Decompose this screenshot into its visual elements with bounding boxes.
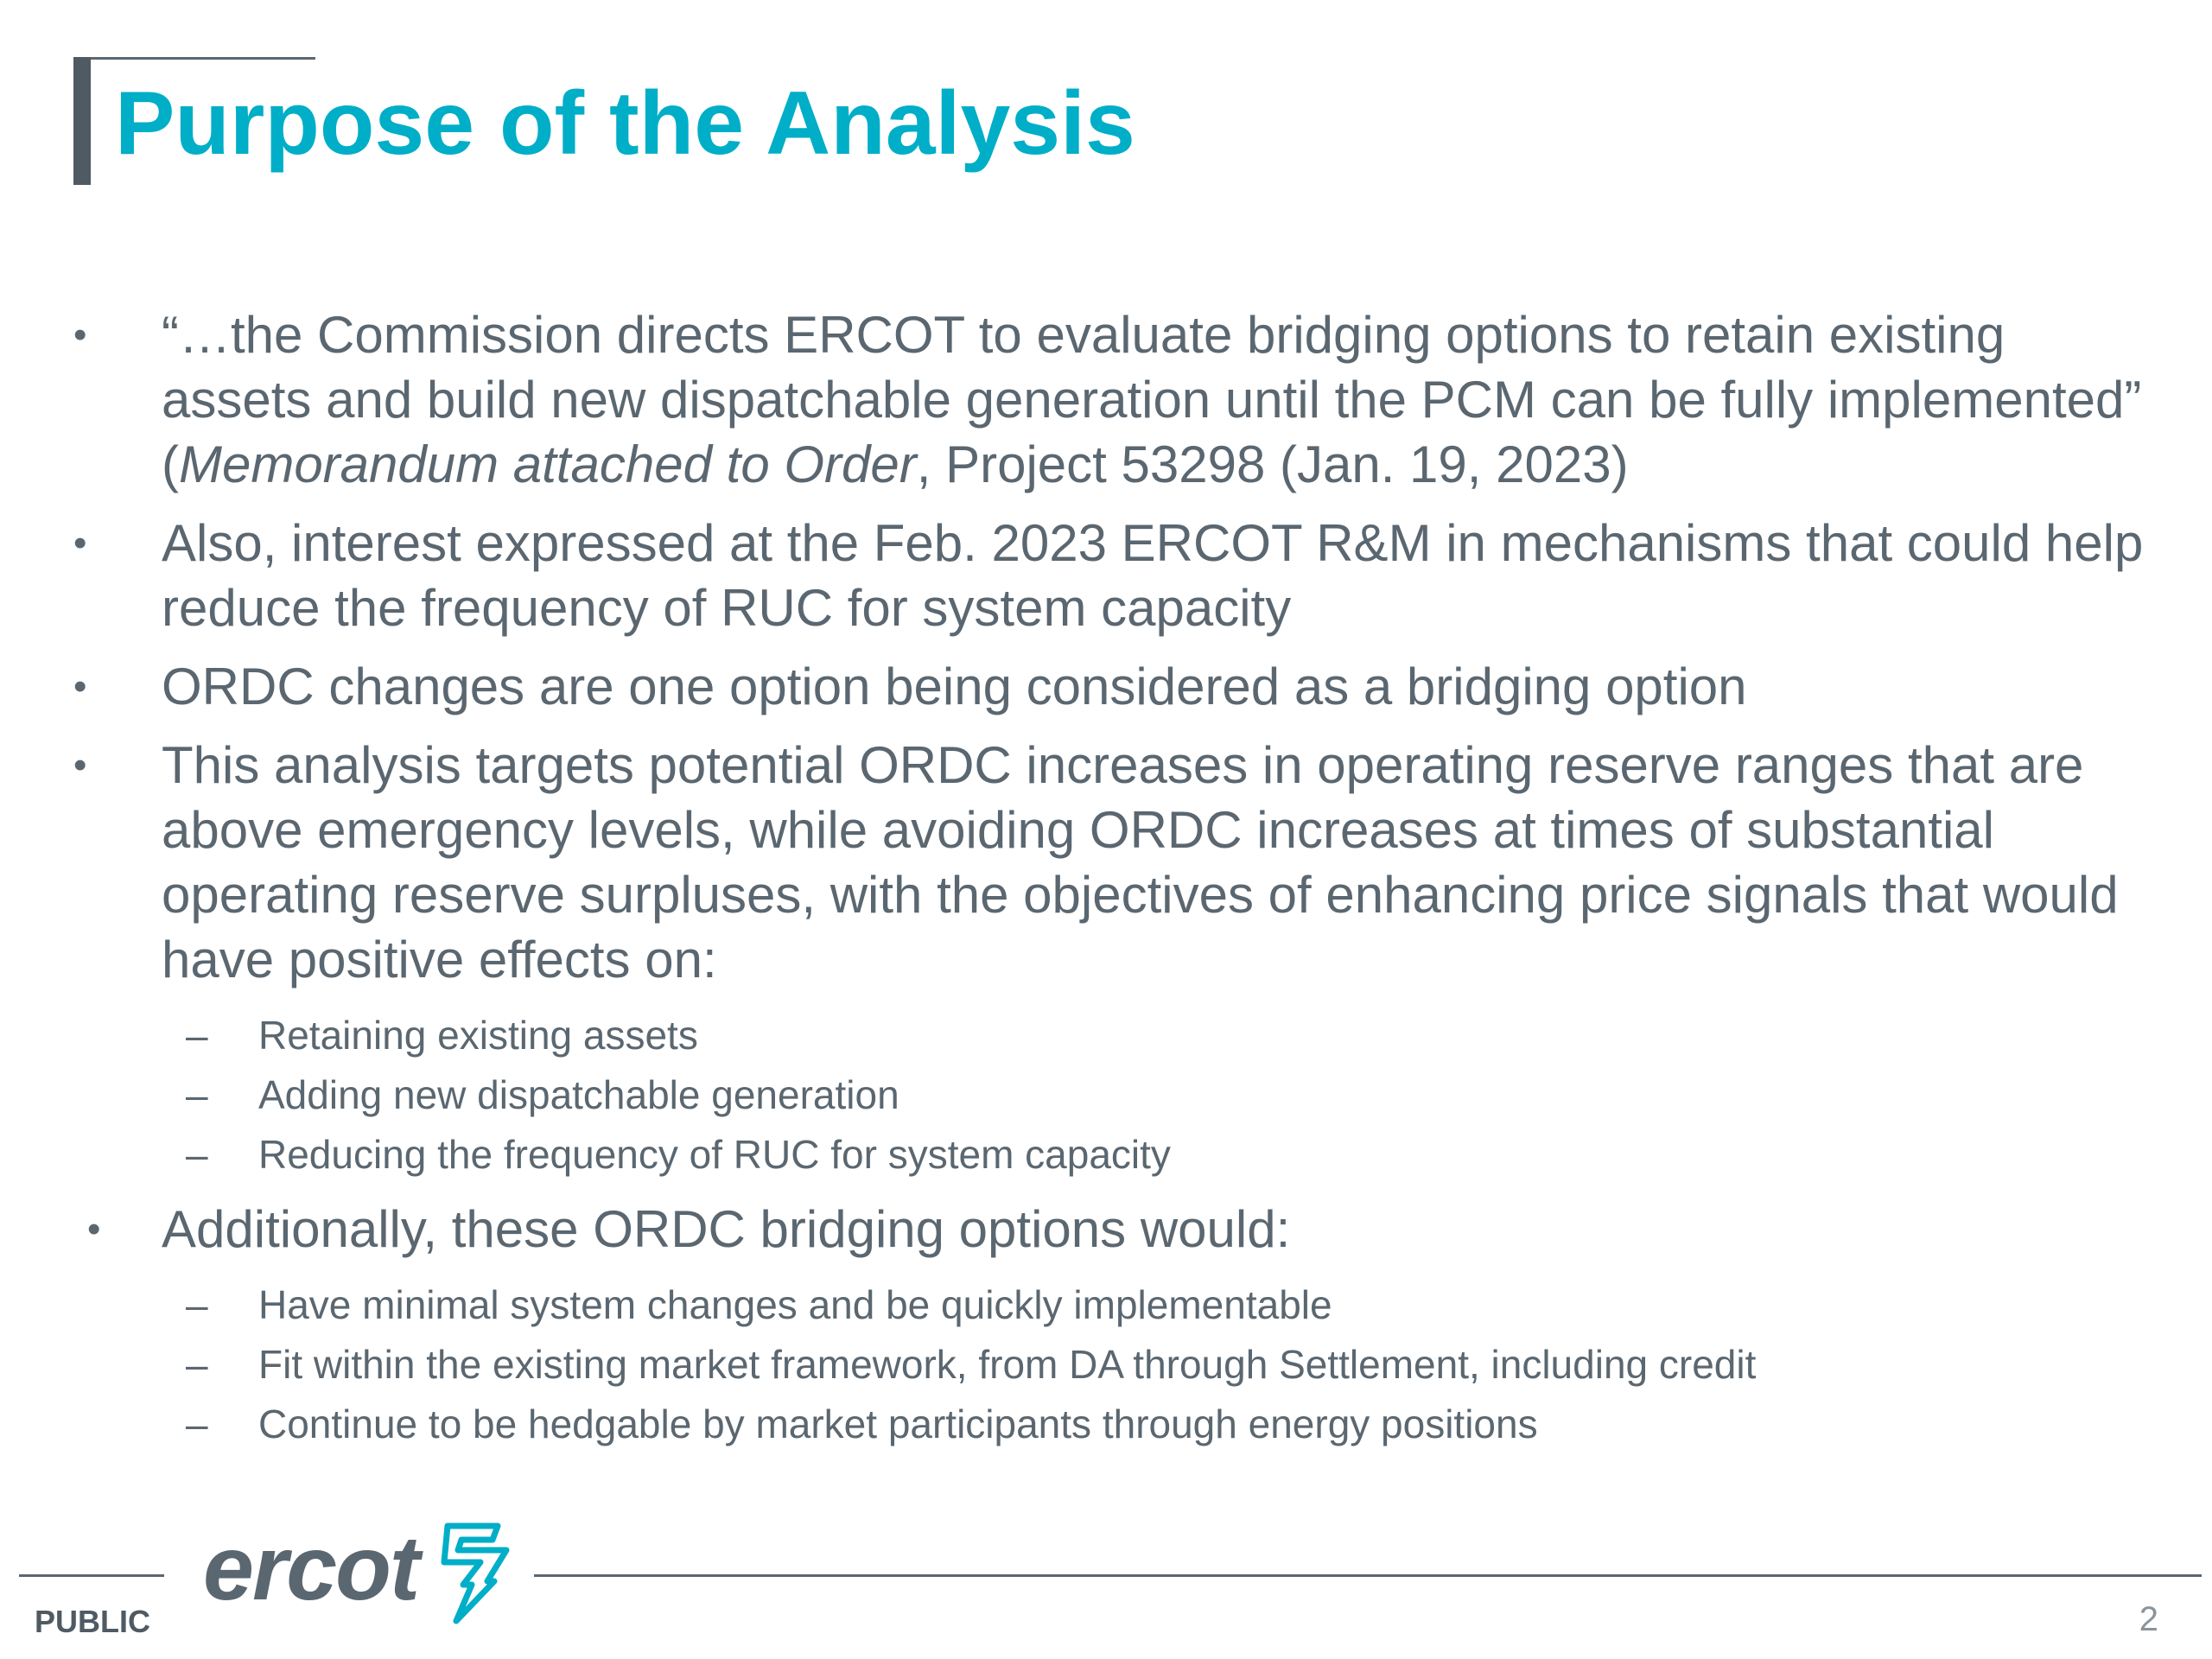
ercot-logo: [203, 1517, 518, 1624]
bullet-marker: •: [73, 665, 87, 708]
dash-marker: –: [186, 1072, 208, 1117]
sub-item: [73, 1006, 2147, 1065]
sub-list-properties: [73, 1275, 2147, 1454]
bullet-text-suffix: , Project 53298 (Jan. 19, 2023): [916, 435, 1629, 493]
bullet-text-italic: Memorandum attached to Order: [178, 435, 917, 493]
sub-item: [73, 1065, 2147, 1125]
dash-marker: –: [186, 1132, 208, 1177]
logo-wordmark: ercot: [203, 1517, 419, 1619]
lightning-bolt-icon: [423, 1521, 518, 1624]
footer-rule-left: [19, 1574, 164, 1577]
bullet-item-1: [73, 302, 2147, 497]
bullet-text-prefix: “…the Commission directs ERCOT to evaluate bridging options to retain existing assets and build new dispatchable generation until the PCM can be fully implemented” (: [162, 306, 2142, 493]
bullet-text: This analysis targets potential ORDC increases in operating reserve ranges that are above emergency levels, while avoiding ORDC increases at times of substantial operating reserve surpluses, with the objectives of enhancing price signals that would have positive effects on:: [162, 736, 2119, 988]
title-accent-bar: [73, 57, 91, 185]
bullet-marker: •: [73, 522, 87, 564]
bullet-text: Also, interest expressed at the Feb. 2023 ERCOT R&M in mechanisms that could help reduce the frequency of RUC for system capacity: [162, 514, 2144, 637]
sub-list-objectives: [73, 1006, 2147, 1185]
sub-item-text: Continue to be hedgable by market participants through energy positions: [258, 1402, 1538, 1446]
sub-item-text: Retaining existing assets: [258, 1013, 698, 1058]
sub-item: [73, 1335, 2147, 1395]
bullet-item-4: [73, 733, 2147, 992]
sub-item-text: Have minimal system changes and be quickly implementable: [258, 1282, 1332, 1327]
page-title: Purpose of the Analysis: [115, 73, 1135, 174]
bullet-marker: •: [73, 314, 87, 356]
sub-item-text: Reducing the frequency of RUC for system capacity: [258, 1132, 1171, 1177]
bullet-text: ORDC changes are one option being considered as a bridging option: [162, 658, 1747, 715]
slide-content: [73, 302, 2147, 1466]
bullet-text: Additionally, these ORDC bridging options would:: [162, 1200, 1291, 1258]
dash-marker: –: [186, 1342, 208, 1387]
dash-marker: –: [186, 1402, 208, 1446]
classification-label: PUBLIC: [35, 1604, 150, 1639]
sub-item-text: Adding new dispatchable generation: [258, 1072, 899, 1117]
page-number: 2: [2139, 1600, 2158, 1638]
bullet-item-2: [73, 511, 2147, 640]
bullet-item-5: [73, 1197, 2147, 1262]
bullet-marker: •: [87, 1208, 101, 1250]
sub-item: [73, 1395, 2147, 1454]
bullet-item-3: [73, 654, 2147, 719]
sub-item: [73, 1275, 2147, 1335]
sub-item: [73, 1125, 2147, 1185]
footer-rule-right: [534, 1574, 2202, 1577]
sub-item-text: Fit within the existing market framework, from DA through Settlement, including credit: [258, 1342, 1757, 1387]
title-top-line: [73, 57, 315, 60]
dash-marker: –: [186, 1013, 208, 1058]
dash-marker: –: [186, 1282, 208, 1327]
bullet-marker: •: [73, 744, 87, 786]
